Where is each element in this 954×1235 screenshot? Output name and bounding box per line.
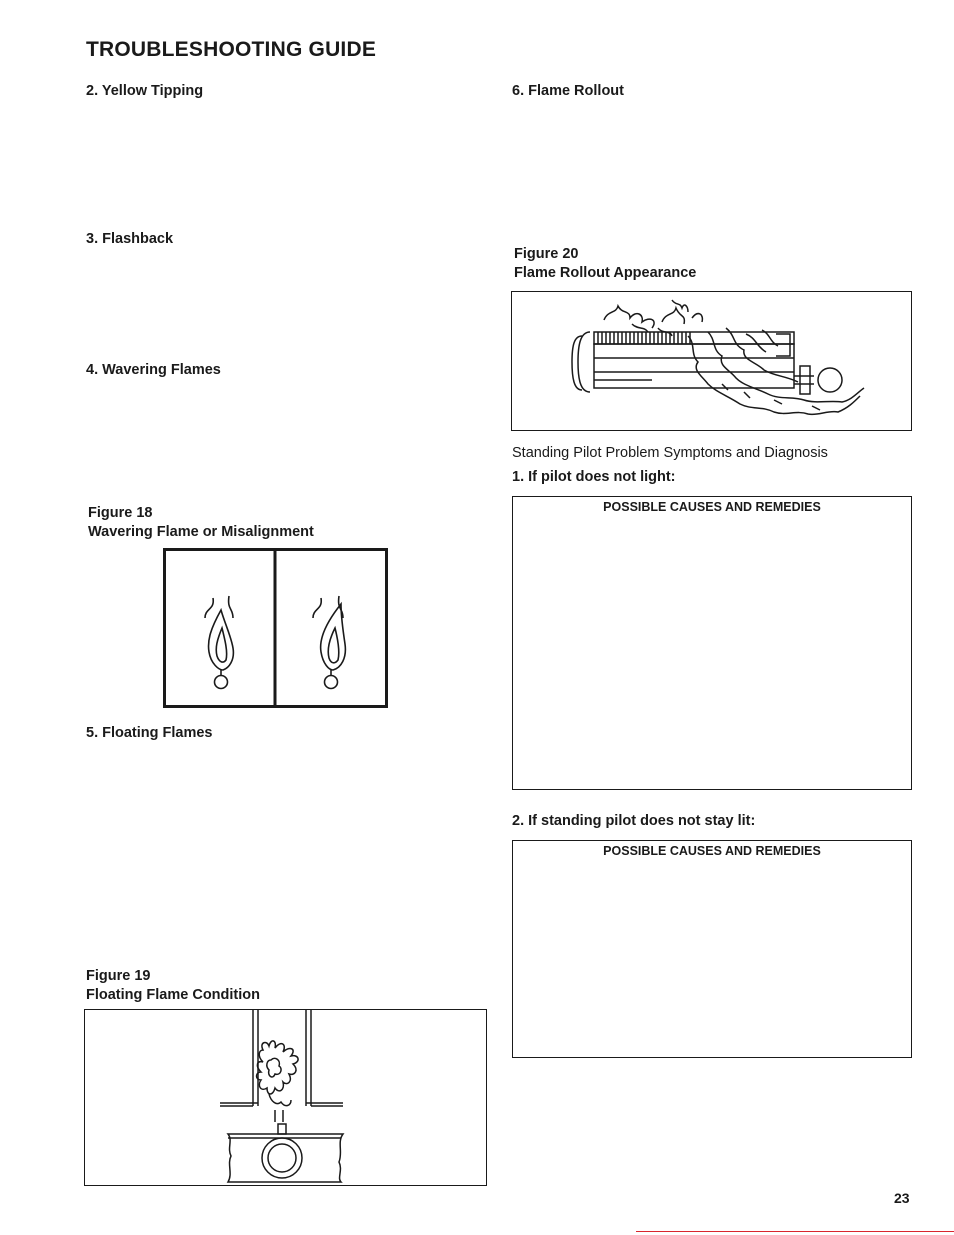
causes-remedies-table-1: [512, 496, 912, 790]
figure-20-title: Flame Rollout Appearance: [514, 265, 697, 281]
table-2-header: POSSIBLE CAUSES AND REMEDIES: [603, 844, 821, 858]
section-floating-flames: 5. Floating Flames: [86, 725, 213, 741]
figure-18-caption: [88, 504, 314, 542]
page-number: 23: [894, 1190, 910, 1206]
figure-18-number: Figure 18: [88, 505, 153, 521]
causes-remedies-table-2: [512, 840, 912, 1058]
figure-19-caption: [86, 967, 260, 1005]
section-wavering-flames: 4. Wavering Flames: [86, 362, 221, 378]
figure-19-illustration: [84, 1009, 487, 1186]
figure-18-illustration: [163, 548, 388, 708]
section-flashback: 3. Flashback: [86, 231, 174, 247]
figure-19-number: Figure 19: [86, 968, 151, 984]
floating-flame-drawing: [85, 1010, 488, 1187]
section-flame-rollout: 6. Flame Rollout: [512, 83, 624, 99]
flame-right: [313, 596, 345, 689]
wavering-flame-drawing: [163, 548, 388, 708]
standing-pilot-heading: Standing Pilot Problem Symptoms and Diagnosis: [512, 445, 828, 461]
section-yellow-tipping: 2. Yellow Tipping: [86, 83, 204, 99]
footer-red-rule: [636, 1231, 954, 1232]
page-title: TROUBLESHOOTING GUIDE: [86, 38, 377, 61]
flame-rollout-drawing: [512, 292, 913, 432]
figure-18-title: Wavering Flame or Misalignment: [88, 524, 314, 540]
figure-20-caption: [514, 245, 696, 283]
figure-20-number: Figure 20: [514, 246, 579, 262]
table-1-header: POSSIBLE CAUSES AND REMEDIES: [603, 500, 821, 514]
flame-left: [205, 596, 233, 689]
pilot-does-not-stay-lit-heading: 2. If standing pilot does not stay lit:: [512, 813, 756, 829]
figure-20-illustration: [511, 291, 912, 431]
figure-19-title: Floating Flame Condition: [86, 987, 260, 1003]
pilot-does-not-light-heading: 1. If pilot does not light:: [512, 469, 676, 485]
